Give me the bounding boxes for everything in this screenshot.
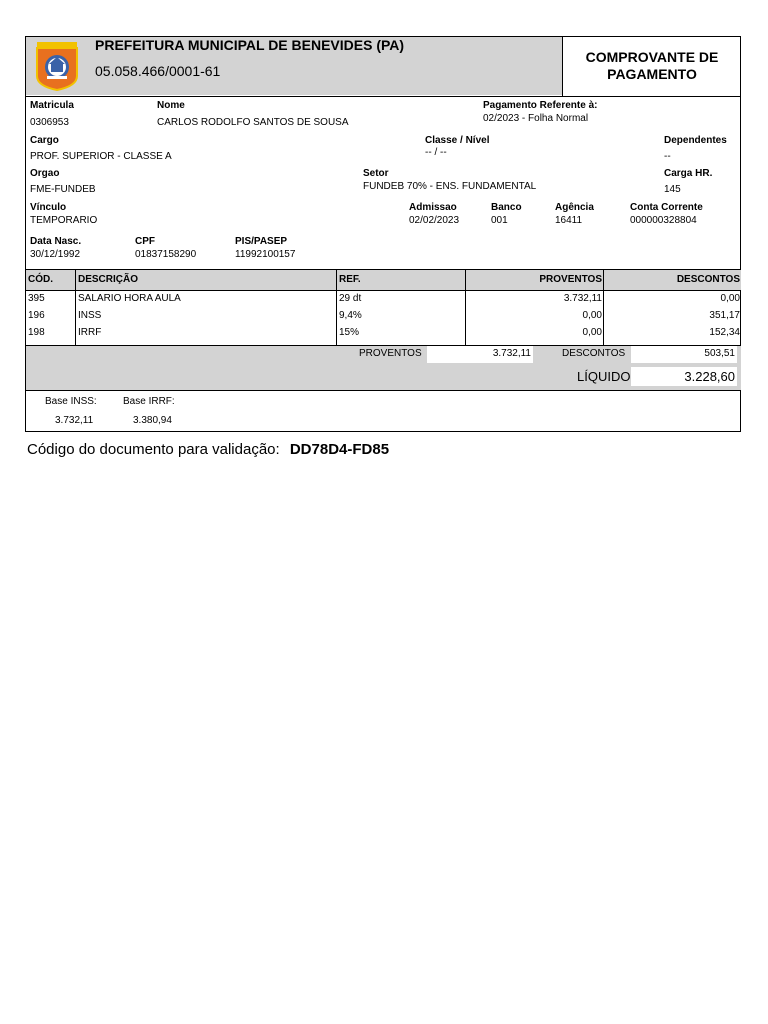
nome-label: Nome bbox=[157, 100, 185, 111]
liquido-value: 3.228,60 bbox=[684, 369, 735, 384]
pagamento-value: 02/2023 - Folha Normal bbox=[483, 113, 589, 124]
banco-value: 001 bbox=[491, 215, 508, 226]
header-bottom-rule bbox=[26, 96, 741, 97]
total-descontos-value: 503,51 bbox=[704, 348, 735, 359]
row-cod: 395 bbox=[28, 293, 45, 304]
table-row bbox=[26, 326, 741, 343]
row-descontos: 152,34 bbox=[709, 327, 740, 338]
cargo-label: Cargo bbox=[30, 135, 59, 146]
row-proventos: 3.732,11 bbox=[563, 293, 602, 304]
agencia-label: Agência bbox=[555, 202, 594, 213]
banco-label: Banco bbox=[491, 202, 522, 213]
th-cod: CÓD. bbox=[28, 274, 53, 285]
municipal-logo bbox=[33, 40, 81, 92]
validation-code: DD78D4-FD85 bbox=[289, 441, 390, 458]
th-descricao: DESCRIÇÃO bbox=[78, 274, 139, 285]
agencia-value: 16411 bbox=[555, 215, 583, 226]
cnpj: 05.058.466/0001-61 bbox=[95, 63, 221, 79]
cargo-value: PROF. SUPERIOR - CLASSE A bbox=[30, 151, 172, 162]
orgao-label: Orgao bbox=[30, 168, 60, 179]
row-proventos: 0,00 bbox=[582, 310, 602, 321]
setor-value: FUNDEB 70% - ENS. FUNDAMENTAL bbox=[363, 181, 537, 192]
nasc-label: Data Nasc. bbox=[30, 236, 82, 247]
row-cod: 198 bbox=[28, 327, 45, 338]
nasc-value: 30/12/1992 bbox=[30, 249, 81, 260]
row-cod: 196 bbox=[28, 310, 45, 321]
admissao-value: 02/02/2023 bbox=[409, 215, 460, 226]
dependentes-value: -- bbox=[664, 151, 671, 162]
row-descricao: IRRF bbox=[78, 327, 102, 338]
cpf-label: CPF bbox=[135, 236, 155, 247]
doc-title-line1: COMPROVANTE DE bbox=[585, 49, 719, 65]
th-ref: REF. bbox=[339, 274, 361, 285]
row-ref: 15% bbox=[339, 327, 360, 338]
admissao-label: Admissao bbox=[409, 202, 457, 213]
row-descricao: INSS bbox=[78, 310, 102, 321]
table-row bbox=[26, 309, 741, 326]
conta-value: 000000328804 bbox=[630, 215, 697, 226]
carga-label: Carga HR. bbox=[664, 168, 713, 179]
setor-label: Setor bbox=[363, 168, 389, 179]
coat-of-arms-icon bbox=[33, 40, 81, 92]
row-descontos: 0,00 bbox=[720, 293, 740, 304]
vinculo-value: TEMPORARIO bbox=[30, 215, 98, 226]
pis-label: PIS/PASEP bbox=[235, 236, 288, 247]
total-proventos-value: 3.732,11 bbox=[492, 348, 531, 359]
matricula-value: 0306953 bbox=[30, 117, 69, 128]
pagamento-label: Pagamento Referente à: bbox=[483, 100, 598, 111]
total-descontos-label: DESCONTOS bbox=[562, 348, 626, 359]
doc-title bbox=[563, 49, 741, 83]
total-proventos-label: PROVENTOS bbox=[359, 348, 422, 359]
row-descontos: 351,17 bbox=[709, 310, 740, 321]
row-ref: 9,4% bbox=[339, 310, 362, 321]
matricula-label: Matricula bbox=[30, 100, 74, 111]
row-ref: 29 dt bbox=[339, 293, 362, 304]
table-row bbox=[26, 292, 741, 309]
classe-value: -- / -- bbox=[425, 147, 447, 158]
pis-value: 11992100157 bbox=[235, 249, 296, 260]
validation-line bbox=[27, 441, 389, 458]
carga-value: 145 bbox=[664, 184, 681, 195]
doc-title-line2: PAGAMENTO bbox=[607, 66, 697, 82]
org-name: PREFEITURA MUNICIPAL DE BENEVIDES (PA) bbox=[95, 37, 405, 53]
conta-label: Conta Corrente bbox=[630, 202, 703, 213]
orgao-value: FME-FUNDEB bbox=[30, 184, 96, 195]
validation-label: Código do documento para validação: bbox=[27, 441, 280, 458]
th-descontos: DESCONTOS bbox=[676, 274, 740, 285]
dependentes-label: Dependentes bbox=[664, 135, 727, 146]
vinculo-label: Vínculo bbox=[30, 202, 67, 213]
base-irrf-value: 3.380,94 bbox=[133, 415, 172, 426]
row-proventos: 0,00 bbox=[582, 327, 602, 338]
th-proventos: PROVENTOS bbox=[539, 274, 602, 285]
base-irrf-label: Base IRRF: bbox=[123, 396, 175, 407]
nome-value: CARLOS RODOLFO SANTOS DE SOUSA bbox=[157, 117, 349, 128]
cpf-value: 01837158290 bbox=[135, 249, 197, 260]
base-inss-value: 3.732,11 bbox=[55, 415, 94, 426]
liquido-label: LÍQUIDO bbox=[577, 369, 631, 384]
row-descricao: SALARIO HORA AULA bbox=[78, 293, 181, 304]
base-inss-label: Base INSS: bbox=[45, 396, 97, 407]
classe-label: Classe / Nível bbox=[425, 135, 490, 146]
